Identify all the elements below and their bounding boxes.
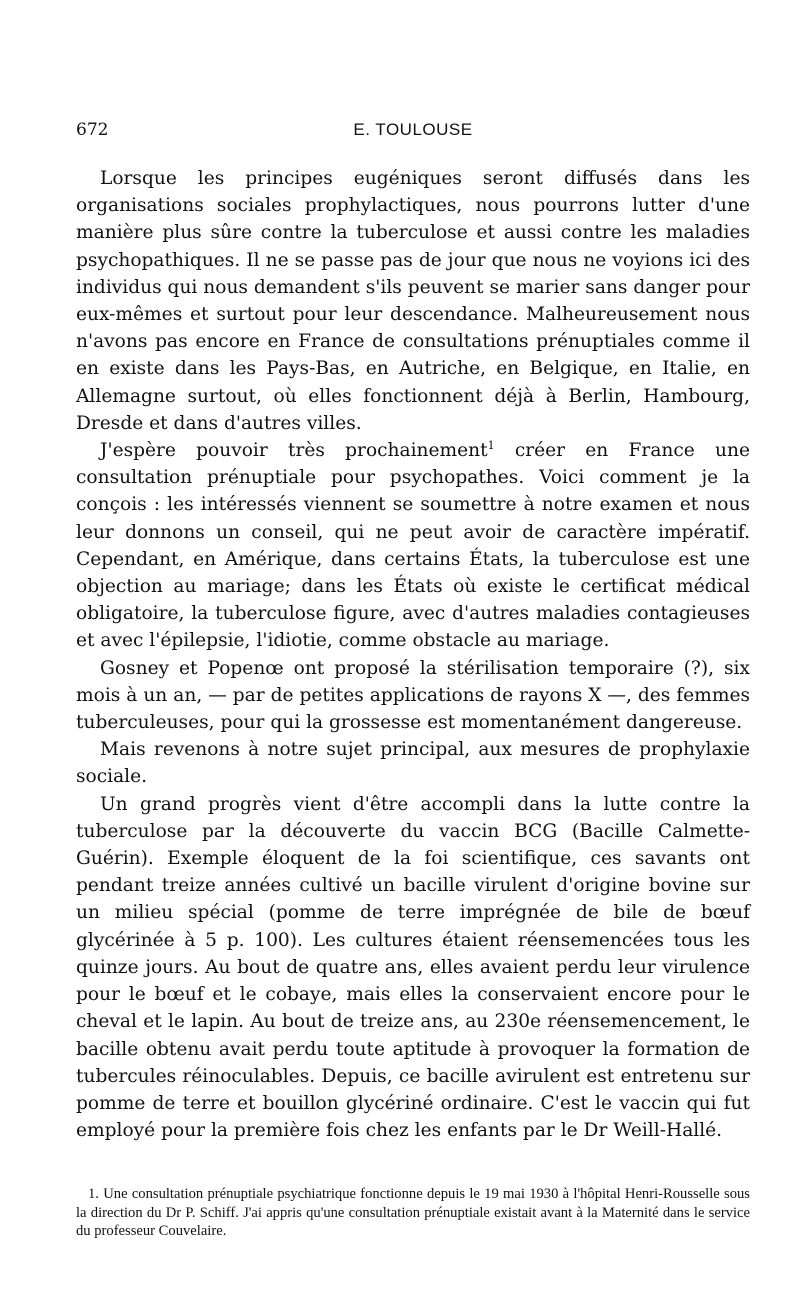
paragraph-2-start: J'espère pouvoir très prochainement	[100, 440, 488, 462]
paragraph-3: Gosney et Popenœ ont proposé la stérilisation temporaire (?), six mois à un an, — par de petites applications de rayons X —, des femmes tuberculeuses, pour qui la grossesse est momentanément dangereuse.	[76, 657, 750, 734]
paragraph-5: Un grand progrès vient d'être accompli dans la lutte contre la tuberculose par la découverte du vaccin BCG (Bacille Calmette-Guérin). Exemple éloquent de la foi scientifique, ces savants ont pendant treize années cultivé un bacille virulent d'origine bovine sur un milieu spécial (pomme de terre imprégnée de bile de bœuf glycérinée à 5 p. 100). Les cultures étaient réensemencées tous les quinze jours. Au bout de quatre ans, elles avaient perdu leur virulence pour le bœuf et le cobaye, mais elles la conservaient encore pour le cheval et le lapin. Au bout de treize ans, au 230e réensemencement, le bacille obtenu avait perdu toute aptitude à provoquer la formation de tubercules réinoculables. Depuis, ce bacille avirulent est entretenu sur pomme de terre et bouillon glycériné ordinaire. C'est le vaccin qui fut employé pour la première fois chez les enfants par le Dr Weill-Hallé.	[76, 793, 750, 1142]
paragraph-2-end: créer en France une consultation prénuptiale pour psychopathes. Voici comment je la conçois : les intéressés viennent se soumettre à notre examen et nous leur donnons un conseil, qui ne peut avoir de caractère impératif. Cependant, en Amérique, dans certains États, la tuberculose est une objection au mariage; dans les États où existe le certificat médical obligatoire, la tuberculose figure, avec d'autres maladies contagieuses et avec l'épilepsie, l'idiotie, comme obstacle au mariage.	[76, 440, 750, 652]
paragraph-4: Mais revenons à notre sujet principal, aux mesures de prophylaxie sociale.	[76, 739, 750, 788]
running-head: E. TOULOUSE	[353, 120, 473, 139]
footnote	[76, 1185, 750, 1241]
footnote-reference[interactable]: 1	[487, 438, 495, 452]
paragraph-1: Lorsque les principes eugéniques seront diffusés dans les organisations sociales prophylactiques, nous pourrons lutter d'une manière plus sûre contre la tuberculose et aussi contre les maladies psychopathiques. Il ne se passe pas de jour que nous ne voyions ici des individus qui nous demandent s'ils peuvent se marier sans danger pour eux-mêmes et surtout pour leur descendance. Malheureusement nous n'avons pas encore en France de consultations prénuptiales comme il en existe dans les Pays-Bas, en Autriche, en Belgique, en Italie, en Allemagne surtout, où elles fonctionnent déjà à Berlin, Hambourg, Dresde et dans d'autres villes.	[76, 168, 750, 434]
paragraph-2	[76, 437, 750, 655]
page-header	[76, 120, 750, 144]
footnote-text: 1. Une consultation prénuptiale psychiatrique fonctionne depuis le 19 mai 1930 à l'hôpital Henri-Rousselle sous la direction du Dr P. Schiff. J'ai appris qu'une consultation prénuptiale existait avant à la Maternité dans le service du professeur Couvelaire.	[76, 1186, 750, 1239]
page-number: 672	[76, 120, 109, 140]
body-text	[76, 165, 750, 1144]
